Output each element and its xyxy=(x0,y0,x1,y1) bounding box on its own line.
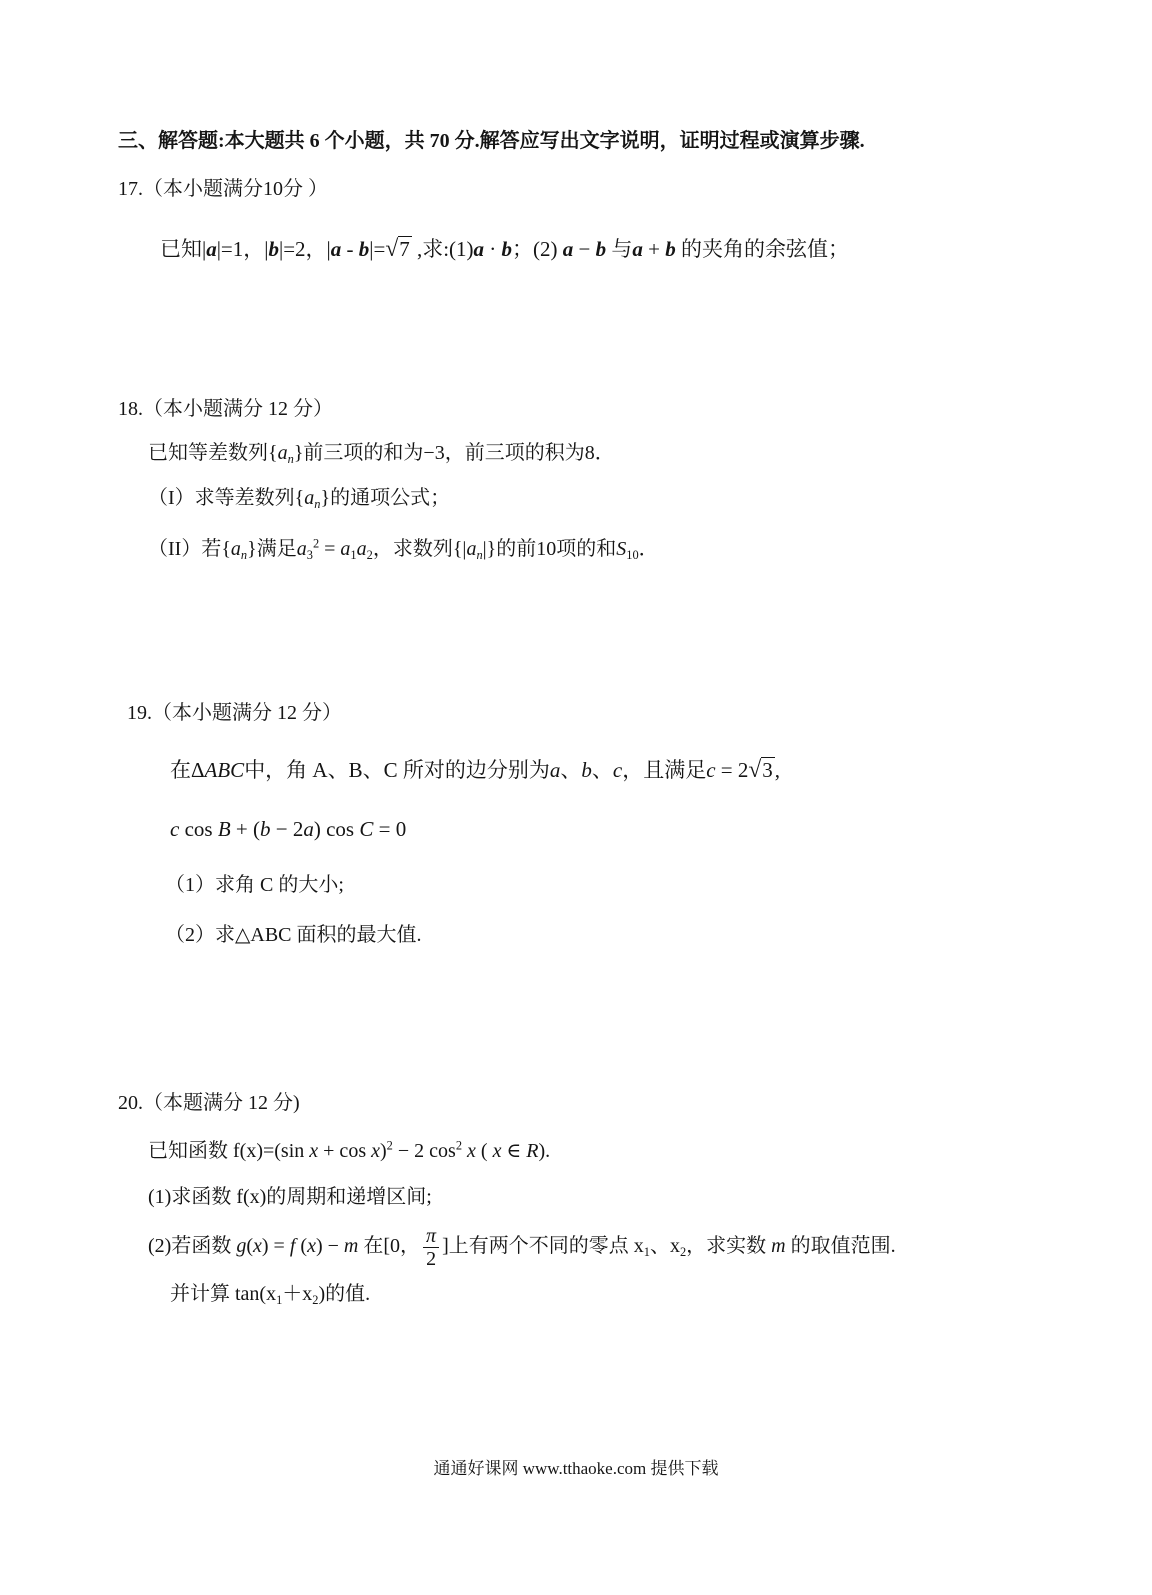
vector-b: b xyxy=(358,237,370,261)
stem-text: ；(2) xyxy=(512,237,563,261)
vector-a: a xyxy=(473,237,485,261)
subscript: 2 xyxy=(366,547,373,562)
sequence-a: a xyxy=(277,442,288,464)
vector-a: a xyxy=(562,237,574,261)
part-text: )的值. xyxy=(318,1283,371,1305)
variable-x: x xyxy=(462,1140,476,1162)
q18-part-1 xyxy=(148,484,450,512)
separator: 、 xyxy=(560,758,582,782)
part-text: 并计算 tan(x xyxy=(170,1283,277,1305)
stem-text: 已知函数 f(x)=(sin xyxy=(148,1140,310,1162)
stem-text: 与 xyxy=(606,237,633,261)
part-text: ＋x xyxy=(282,1283,313,1305)
stem-text: 在Δ xyxy=(170,758,205,782)
comma: , xyxy=(774,758,781,782)
sum-s: S xyxy=(616,538,627,560)
side-c: c xyxy=(612,758,623,782)
part-text: |}的前10项的和 xyxy=(482,538,617,560)
q19-stem-line-1 xyxy=(170,756,780,784)
part-text: 的取值范围. xyxy=(785,1235,896,1258)
part-text: （II）若{ xyxy=(148,538,231,560)
dot-operator: · xyxy=(484,237,502,261)
vector-a: a xyxy=(330,237,342,261)
equation-text: = 2 xyxy=(715,758,749,782)
radicand: 3 xyxy=(762,758,773,782)
stem-text: ,求:(1) xyxy=(411,237,474,261)
angle-b: B xyxy=(217,817,231,841)
term-a: a xyxy=(356,538,367,560)
part-text: ，求实数 xyxy=(686,1235,772,1258)
subscript: 1 xyxy=(276,1292,283,1307)
stem-text: |= xyxy=(369,237,386,261)
stem-text: |=2，| xyxy=(278,237,331,261)
vector-b: b xyxy=(595,237,607,261)
q18-part-2 xyxy=(148,535,659,563)
side-a: a xyxy=(303,817,314,841)
vector-a: a xyxy=(632,237,643,261)
q18-title: 18.（本小题满分 12 分） xyxy=(118,398,333,420)
equation-text: − 2 cos xyxy=(392,1140,456,1162)
variable-x: x xyxy=(253,1235,262,1258)
subscript: n xyxy=(240,547,248,562)
q19-title: 19.（本小题满分 12 分） xyxy=(127,702,342,724)
equals-sign: = xyxy=(319,538,341,560)
equation-text: ) cos xyxy=(313,817,360,841)
q20-title: 20.（本题满分 12 分) xyxy=(118,1092,300,1114)
stem-text: |=1，| xyxy=(216,237,269,261)
page-footer: 通通好课网 www.tthaoke.com 提供下载 xyxy=(433,1459,719,1478)
radical-sign: √ xyxy=(385,236,399,262)
side-c: c xyxy=(706,758,716,782)
vector-b: b xyxy=(268,237,279,261)
function-g: g xyxy=(236,1235,247,1258)
q20-stem xyxy=(148,1137,550,1165)
variable-m: m xyxy=(771,1235,786,1258)
superscript: 2 xyxy=(455,1138,463,1153)
q20-part-2 xyxy=(148,1225,896,1270)
fraction-denominator: 2 xyxy=(426,1248,437,1270)
q18-stem xyxy=(148,439,615,467)
element-of-sign: ∈ xyxy=(501,1140,527,1162)
radicand: 7 xyxy=(399,237,410,261)
equation-text: ). xyxy=(538,1140,551,1162)
side-b: b xyxy=(581,758,592,782)
fraction-pi-over-2 xyxy=(423,1225,439,1270)
variable-x: x xyxy=(309,1140,319,1162)
q20-part-1: (1)求函数 f(x)的周期和递增区间; xyxy=(148,1186,432,1208)
variable-m: m xyxy=(343,1235,359,1258)
vector-a: a xyxy=(206,237,217,261)
sequence-a: a xyxy=(230,538,241,560)
subscript: 2 xyxy=(312,1292,319,1307)
equation-text: ) = xyxy=(261,1235,290,1258)
radical-sign: √ xyxy=(748,757,762,783)
subscript: n xyxy=(287,451,294,466)
part-text: 、x xyxy=(649,1235,680,1258)
part-text: }的通项公式； xyxy=(320,487,451,509)
stem-text: 已知等差数列{ xyxy=(148,442,278,464)
equation-text: ( xyxy=(475,1140,493,1162)
subscript: n xyxy=(314,496,321,511)
sequence-a: a xyxy=(466,538,477,560)
stem-text: 的夹角的余弦值； xyxy=(675,237,849,261)
angle-c: C xyxy=(359,817,374,841)
subscript: 1 xyxy=(350,547,357,562)
plus-sign: + xyxy=(642,237,666,261)
equation-text: ( xyxy=(246,1235,253,1258)
part-text: ，求数列{| xyxy=(372,538,467,560)
subscript: n xyxy=(476,547,483,562)
part-text: 在[0， xyxy=(358,1235,421,1258)
minus-sign: − xyxy=(573,237,596,261)
q17-title: 17.（本小题满分10分 ） xyxy=(118,178,328,200)
equation-text: = 0 xyxy=(373,817,407,841)
equation-text: + ( xyxy=(230,817,260,841)
q17-stem xyxy=(160,235,849,263)
q19-part-2: （2）求△ABC 面积的最大值. xyxy=(165,924,422,946)
vector-b: b xyxy=(665,237,676,261)
fraction-numerator: π xyxy=(423,1225,439,1248)
variable-x: x xyxy=(307,1235,316,1258)
q19-part-1: （1）求角 C 的大小; xyxy=(165,874,344,896)
stem-text: }前三项的和为−3，前三项的积为8． xyxy=(293,442,615,464)
side-c: c xyxy=(170,817,180,841)
function-f: f xyxy=(289,1235,296,1258)
equation-text: cos xyxy=(179,817,218,841)
q20-part-3 xyxy=(170,1280,370,1308)
q19-stem-line-2 xyxy=(170,815,406,843)
stem-text: 中，角 A、B、C 所对的边分别为 xyxy=(244,758,550,782)
side-a: a xyxy=(549,758,561,782)
subscript: 3 xyxy=(306,547,313,562)
subscript: 2 xyxy=(679,1245,687,1260)
superscript: 2 xyxy=(386,1138,393,1153)
equation-text: + cos xyxy=(318,1140,372,1162)
part-text: ]上有两个不同的零点 x xyxy=(442,1235,644,1258)
triangle-name: ABC xyxy=(204,758,245,782)
minus-sign: - xyxy=(341,237,359,261)
equation-text: ) − xyxy=(315,1235,344,1258)
subscript: 10 xyxy=(626,547,639,562)
separator: 、 xyxy=(591,758,613,782)
sqrt-expression xyxy=(385,237,411,261)
side-b: b xyxy=(260,817,271,841)
variable-x: x xyxy=(492,1140,502,1162)
part-text: （I）求等差数列{ xyxy=(148,487,305,509)
stem-text: ，且满足 xyxy=(622,758,707,782)
part-text: }满足 xyxy=(247,538,297,560)
equation-text: ) xyxy=(380,1140,387,1162)
equation-text: ( xyxy=(295,1235,308,1258)
subscript: 1 xyxy=(643,1245,650,1260)
sqrt-expression xyxy=(748,758,774,782)
sequence-a: a xyxy=(304,487,315,509)
part-text: ． xyxy=(638,538,659,560)
section-header: 三、解答题:本大题共 6 个小题，共 70 分.解答应写出文字说明，证明过程或演算步骤. xyxy=(118,130,865,152)
real-set-r: R xyxy=(526,1140,539,1162)
variable-x: x xyxy=(371,1140,380,1162)
vector-b: b xyxy=(501,237,513,261)
equation-text: − 2 xyxy=(270,817,304,841)
term-a: a xyxy=(296,538,307,560)
stem-text: 已知| xyxy=(160,237,207,261)
part-text: (2)若函数 xyxy=(148,1235,237,1258)
superscript: 2 xyxy=(312,536,320,551)
term-a: a xyxy=(340,538,351,560)
